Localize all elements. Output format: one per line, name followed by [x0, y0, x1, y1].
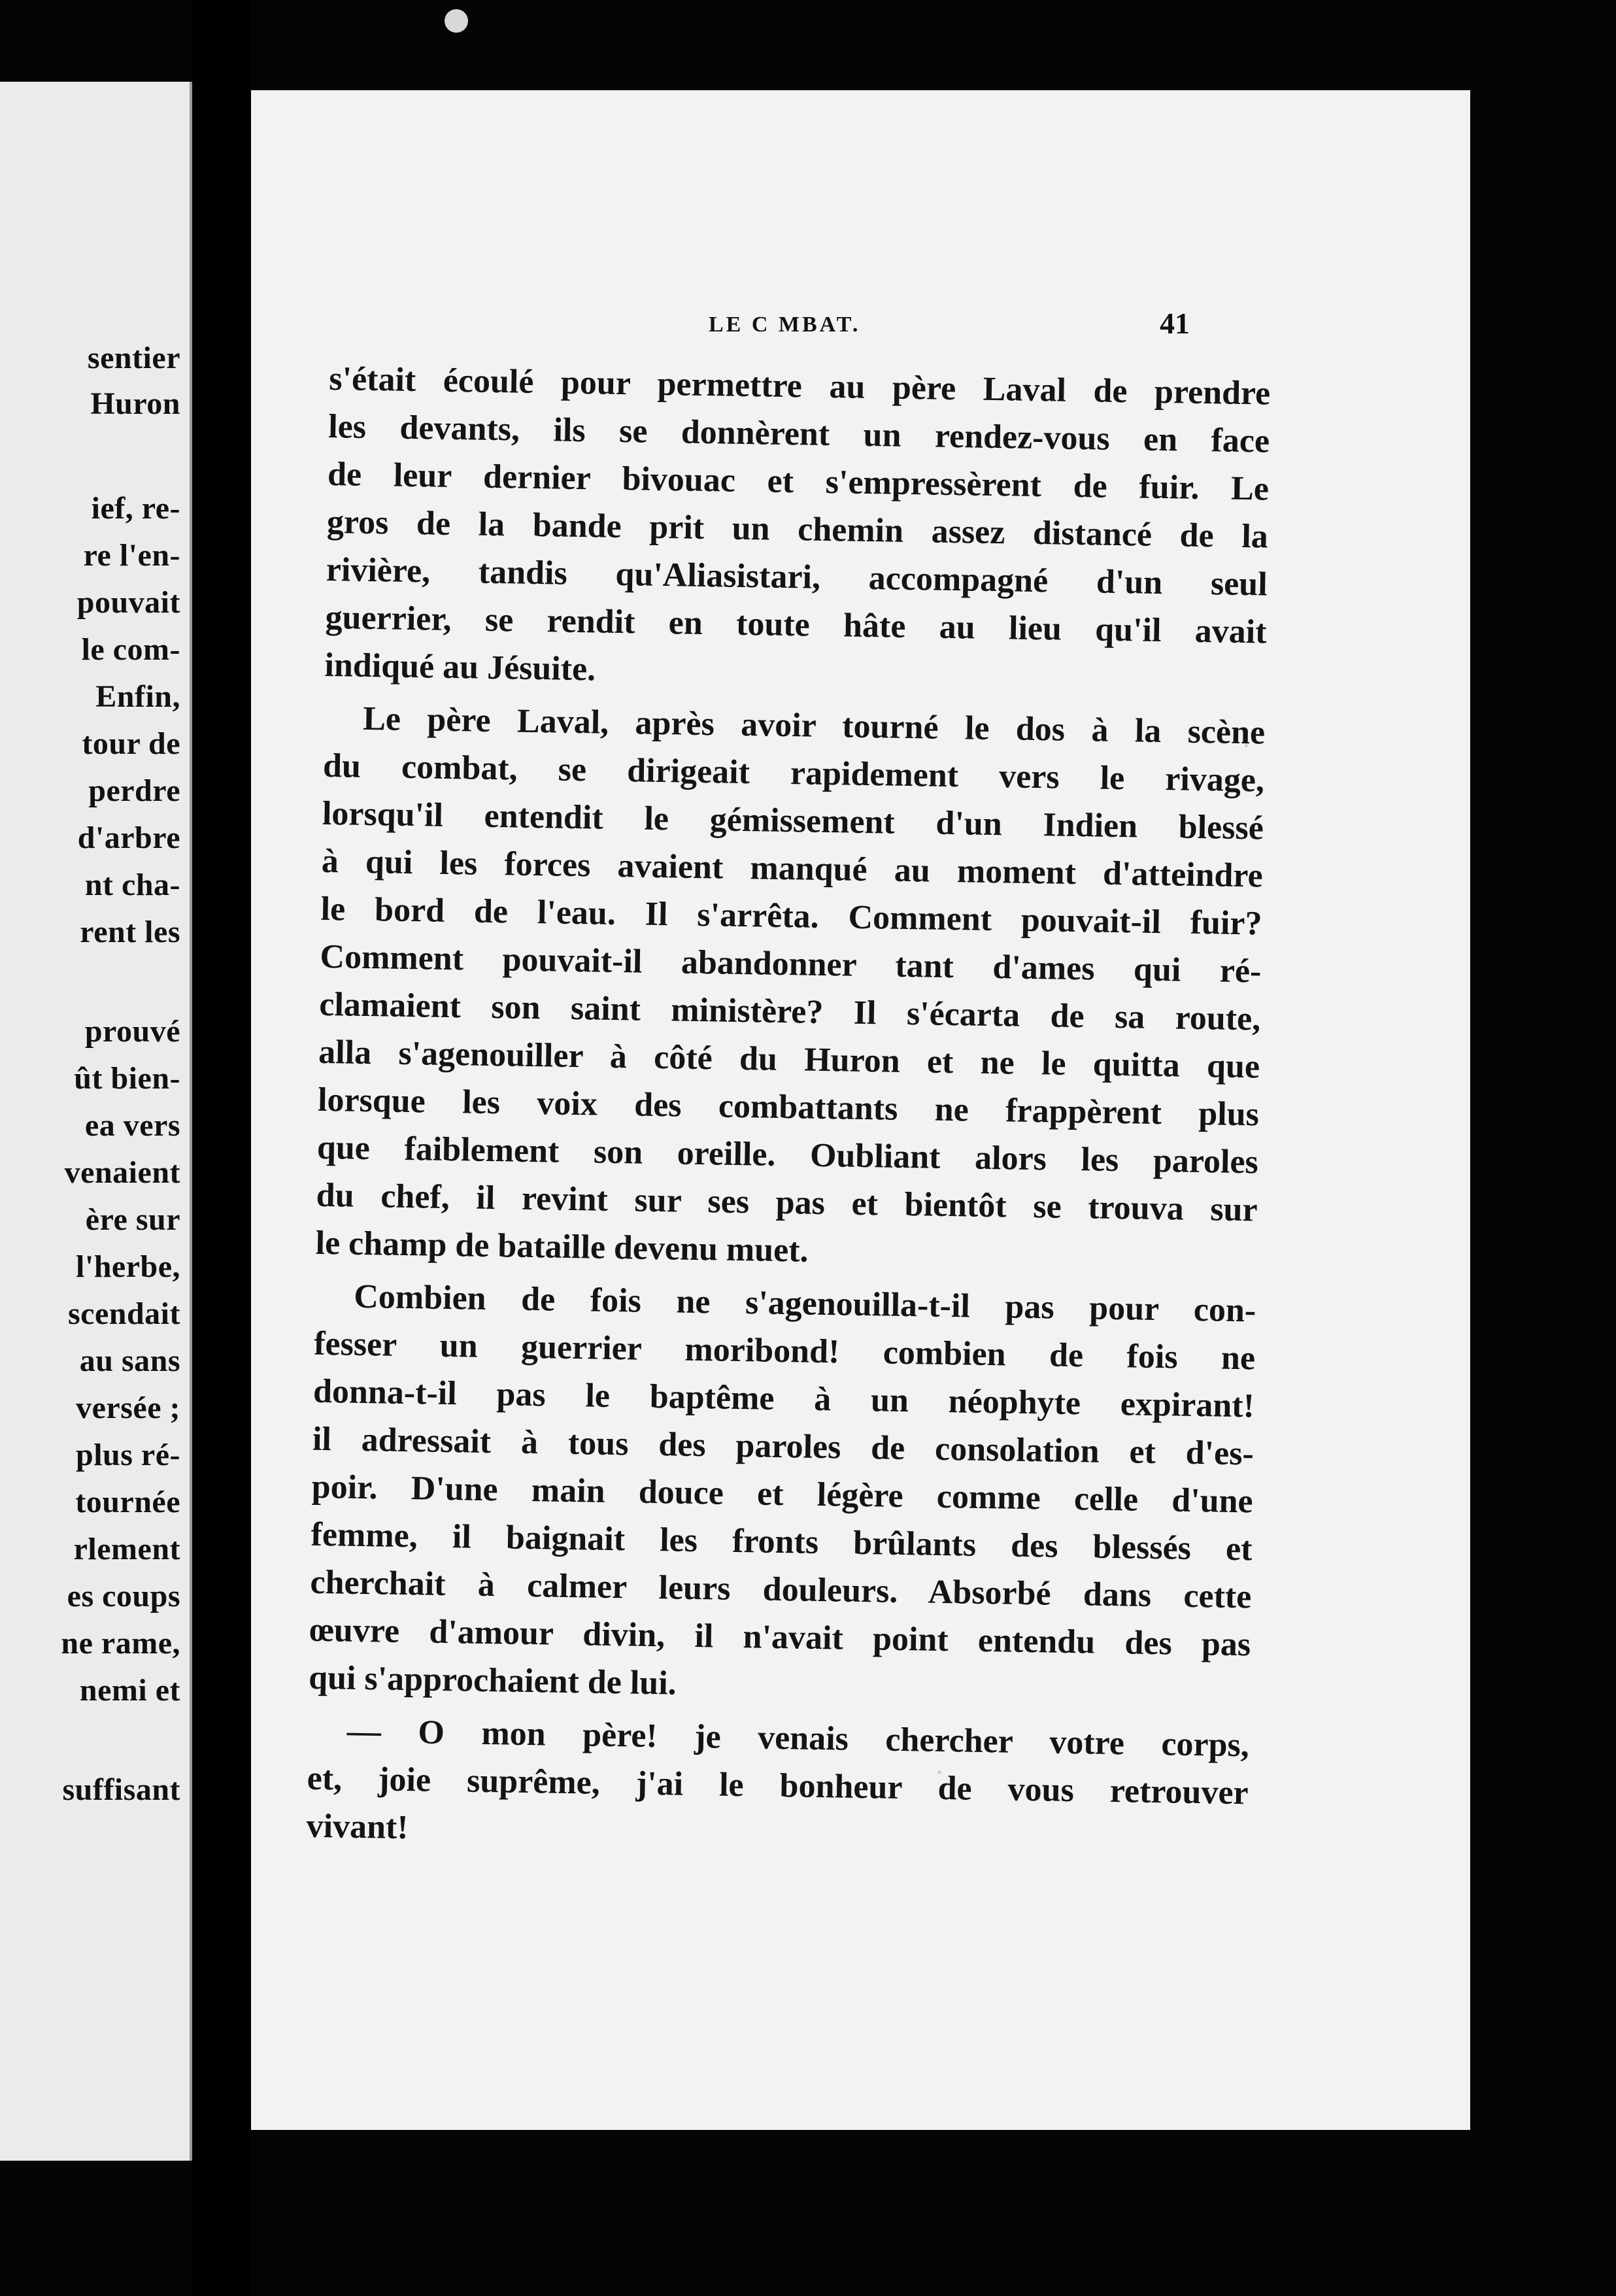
text-line: clamaient son saint ministère? Il s'écarta de sa route,: [318, 985, 1261, 1038]
left-page-line: pouvait: [76, 585, 180, 620]
text-line: Comment pouvait-il abandonner tant d'ames qui ré-: [320, 937, 1262, 990]
left-page-line: ea vers: [84, 1108, 180, 1143]
left-page-line: re l'en-: [83, 538, 180, 573]
left-page-line: l'herbe,: [76, 1249, 180, 1284]
left-page-line: au sans: [79, 1343, 180, 1378]
text-line: lorsque les voix des combattants ne frappèrent plus: [317, 1081, 1260, 1134]
left-page-line: venaient: [64, 1155, 180, 1190]
body-text: [306, 355, 1271, 1865]
text-line: le champ de bataille devenu muet.: [315, 1224, 809, 1270]
left-page-line: tournée: [75, 1485, 180, 1519]
left-page: [0, 82, 192, 2161]
text-line: guerrier, se rendit en toute hâte au lieu qu'il avait: [325, 598, 1267, 651]
text-line: et, joie suprême, j'ai le bonheur de vous retrouver: [307, 1759, 1249, 1812]
text-line: du combat, se dirigeait rapidement vers le rivage,: [322, 747, 1265, 800]
left-page-line: ût bien-: [74, 1061, 180, 1096]
text-line: œuvre d'amour divin, il n'avait point entendu des pas: [309, 1611, 1251, 1664]
left-page-line: ère sur: [85, 1202, 180, 1237]
text-line: alla s'agenouiller à côté du Huron et ne le quitta que: [318, 1033, 1260, 1086]
left-page-line: scendait: [68, 1296, 180, 1331]
text-line: fesser un guerrier moribond! combien de fois ne: [313, 1325, 1256, 1377]
text-line: Le père Laval, après avoir tourné le dos à la scène: [362, 700, 1266, 752]
left-page-line: Huron: [90, 386, 180, 421]
running-header: LE C MBAT.: [709, 312, 861, 337]
left-page-line: es coups: [67, 1579, 180, 1613]
left-page-line: rlement: [73, 1532, 180, 1566]
left-page-line: versée ;: [76, 1391, 180, 1425]
text-line: les devants, ils se donnèrent un rendez-vous en face: [328, 407, 1270, 460]
left-page-line: sentier: [87, 341, 180, 375]
left-page-line: perdre: [88, 773, 180, 808]
page-number: 41: [1160, 307, 1190, 340]
text-line: lorsqu'il entendit le gémissement d'un Indien blessé: [322, 794, 1264, 847]
page-gutter: [192, 0, 251, 2296]
text-line: gros de la bande prit un chemin assez distancé de la: [326, 503, 1269, 556]
film-scratch-mark: [445, 9, 468, 33]
text-line: rivière, tandis qu'Aliasistari, accompagné d'un seul: [326, 550, 1268, 603]
text-line: il adressait à tous des paroles de consolation et d'es-: [312, 1420, 1254, 1473]
main-page: [251, 90, 1470, 2130]
left-page-line: d'arbre: [77, 820, 180, 855]
text-line: s'était écoulé pour permettre au père Laval de prendre: [328, 360, 1271, 413]
text-line: indiqué au Jésuite.: [324, 646, 596, 688]
text-line: vivant!: [306, 1807, 409, 1847]
left-page-line: nt cha-: [84, 868, 180, 902]
text-line: donna-t-il pas le baptême à un néophyte expirant!: [312, 1372, 1255, 1425]
text-line: cherchait à calmer leurs douleurs. Absorbé dans cette: [310, 1563, 1252, 1616]
left-page-line: le com-: [81, 632, 180, 667]
text-line: femme, il baignait les fronts brûlants des blessés et: [311, 1515, 1253, 1568]
text-line: que faiblement son oreille. Oubliant alors les paroles: [316, 1128, 1259, 1181]
left-page-line: ne rame,: [61, 1626, 180, 1661]
text-line: du chef, il revint sur ses pas et bientôt se trouva sur: [316, 1176, 1258, 1229]
left-page-line: suffisant: [62, 1772, 180, 1807]
text-line: le bord de l'eau. Il s'arrêta. Comment pouvait-il fuir?: [320, 890, 1262, 943]
text-line: poir. D'une main douce et légère comme celle d'une: [311, 1468, 1254, 1521]
left-page-line: tour de: [82, 726, 180, 761]
text-line: qui s'approchaient de lui.: [308, 1659, 677, 1702]
text-line: de leur dernier bivouac et s'empressèrent de fuir. Le: [327, 455, 1270, 508]
left-page-line: Enfin,: [95, 679, 180, 714]
left-page-line: nemi et: [79, 1673, 180, 1708]
left-page-line: ief, re-: [91, 491, 180, 526]
left-page-line: prouvé: [84, 1014, 180, 1049]
left-page-line: plus ré-: [76, 1438, 180, 1472]
text-line: — O mon père! je venais chercher votre corps,: [346, 1712, 1250, 1764]
text-line: Combien de fois ne s'agenouilla-t-il pas pour con-: [353, 1277, 1256, 1330]
left-page-line: rent les: [80, 915, 180, 949]
text-line: à qui les forces avaient manqué au moment d'atteindre: [321, 842, 1264, 895]
